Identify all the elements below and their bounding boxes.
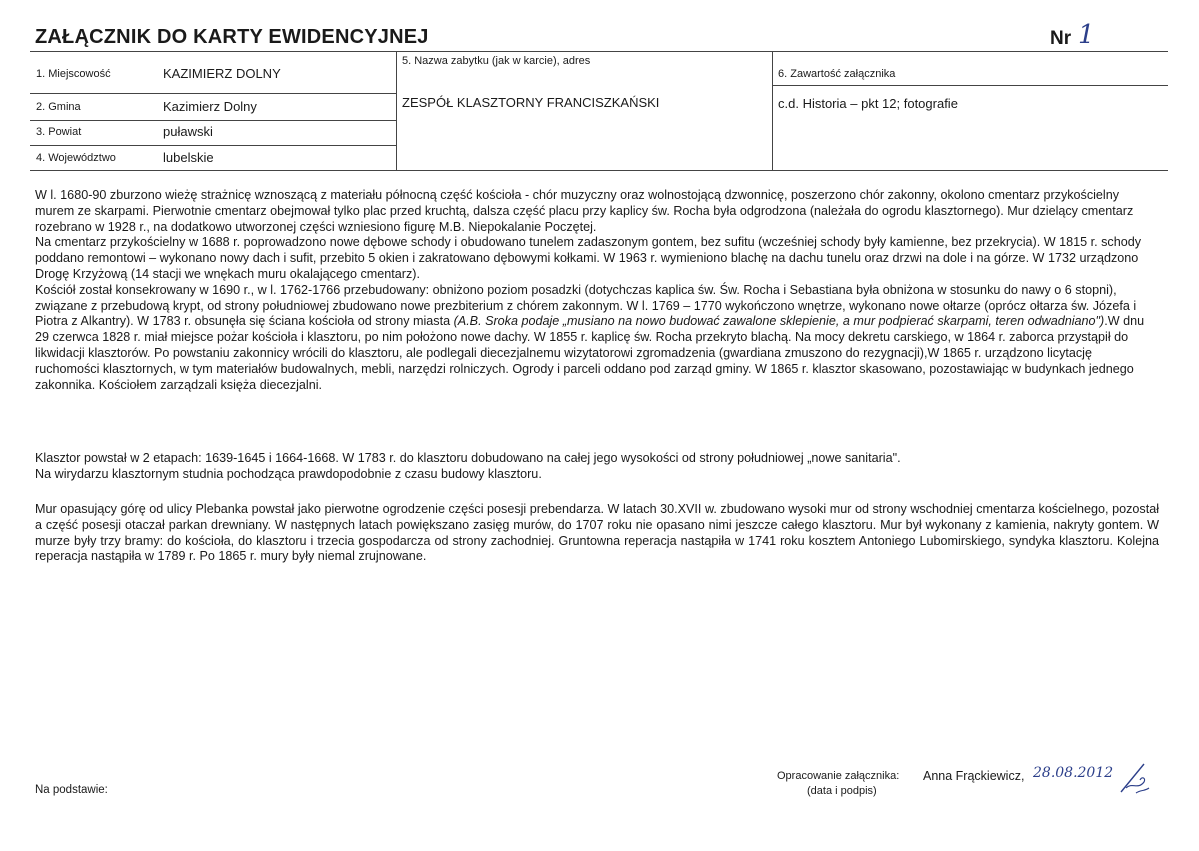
zawartosc-label: 6. Zawartość załącznika [778,68,896,80]
gmina-value: Kazimierz Dolny [163,99,257,114]
paragraph: Mur opasujący górę od ulicy Plebanka powstał jako pierwotne ogrodzenie części posesji prebendarza. W latach 30.XVII w. zbudowano wysoki mur od strony wschodniej cmentarza kościelnego, pozostał a część posesji otaczał parkan drewniany. W następnych latach powiększano zasięg murów, do 1707 roku nie opasano nimi jeszcze całego klasztoru. Mur był wykonany z kamienia, nakryty gontem. W murze były trzy bramy: do kościoła, do klasztoru i trzecia gospodarcza od strony zachodniej. Gruntowna reperacja nastąpiła w 1741 roku kosztem Antoniego Lubomirskiego, syndyka klasztoru. Kolejna reperacja nastąpiła w 1789 r. Po 1865 r. mury były niemal zrujnowane. [35,502,1159,564]
document-title: ZAŁĄCZNIK DO KARTY EWIDENCYJNEJ [35,26,429,48]
powiat-value: puławski [163,124,213,139]
wojewodztwo-value: lubelskie [163,150,214,165]
table-row-divider [772,85,1168,86]
prepared-sub-label: (data i podpis) [807,785,877,797]
zawartosc-value: c.d. Historia – pkt 12; fotografie [778,96,958,111]
number-label: Nr [1050,28,1072,49]
signature-icon [1118,760,1152,796]
table-row-divider [30,120,396,121]
wojewodztwo-label: 4. Województwo [36,152,116,164]
history-section-1 [35,188,1159,393]
author-name: Anna Frąckiewicz, [923,769,1025,783]
paragraph: Na wirydarzu klasztornym studnia pochodząca prawdopodobnie z czasu budowy klasztoru. [35,466,542,481]
text-span: .W dnu 29 czerwca 1828 r. miał miejsce pożar kościoła i klasztoru, po nim położono nowe dachy. W 1855 r. kaplicę św. Rocha przekryto blachą. Na mocy dekretu carskiego, w 1864 r. zaborca przystąpił do likwidacji klasztorów. Po powstaniu zakonnicy wrócili do klasztoru, ale podlegali diecezjalnemu wizytatorowi zgromadzenia (gwardiana zmuszono do rezygnacji),W 1865 r. urządzono licytację ruchomości klasztornych, w tym materiałów budowalnych, mebli, narzędzi rolniczych. Ogrody i parceli oddano pod zarząd gminy. W 1865 r. klasztor skasowano, pozostawiając w budynkach jednego zakonnika. Kościołem zarządzali księża diecezjalni. [35,314,1145,392]
handwritten-date: 28.08.2012 [1033,765,1114,781]
gmina-label: 2. Gmina [36,101,81,113]
miejscowosc-label: 1. Miejscowość [36,68,111,80]
history-section-2 [35,451,1159,483]
table-row-divider [30,145,396,146]
prepared-label: Opracowanie załącznika: [777,770,900,782]
number-value: 1 [1078,20,1095,50]
paragraph: Klasztor powstał w 2 etapach: 1639-1645 i 1664-1668. W 1783 r. do klasztoru dobudowano na całej jego wysokości od strony południowej „nowe sanitaria". [35,451,901,465]
table-row-divider [30,93,396,94]
history-section-3 [35,502,1159,565]
nazwa-value: ZESPÓŁ KLASZTORNY FRANCISZKAŃSKI [402,95,660,110]
basis-label: Na podstawie: [35,784,108,796]
text-span: Kościół został konsekrowany w 1690 r., w l. 1762-1766 przebudowany: obniżono poziom posadzki (dotychczas kaplica św. Św. Rocha i Sebastiana była obniżona w stosunku do nawy o 6 stopni), związane z przebudową krypt, od strony południowej zbudowano nowe prezbiterium z chórem zakonnym. W l. 1769 – 1770 wykończono wnętrze, wykonano nowe ołtarze (oprócz ołtarza św. Józefa i Piotra z Alkantry). W 1783 r. obsunęła się ściana kościoła od strony miasta [35,282,1137,329]
powiat-label: 3. Powiat [36,126,82,138]
miejscowosc-value: KAZIMIERZ DOLNY [163,66,281,81]
paragraph [35,283,1159,394]
table-divider [772,52,773,170]
header-table [30,51,1168,171]
nazwa-label: 5. Nazwa zabytku (jak w karcie), adres [402,55,591,67]
table-divider [396,52,397,170]
paragraph: W l. 1680-90 zburzono wieżę strażnicę wznoszącą z materiału północną część kościoła - chór muzyczny oraz wolnostojącą dzwonnicę, poszerzono chór zakonny, okolono cmentarz przykościelny murem ze skarpami. Pierwotnie cmentarz obejmował tylko plac przed kruchtą, dalsza część placu przy kaplicy św. Rocha była odgrodzona (należała do ogrodu klasztornego). Mur dzielący cmentarz rozebrano w 1928 r., na dodatkowo utworzonej części wzniesiono figurę M.B. Niepokalanie Poczętej. [35,188,1134,234]
paragraph: Na cmentarz przykościelny w 1688 r. poprowadzono nowe dębowe schody i obudowano tunelem zadaszonym gontem, bez sufitu (wcześniej schody były kamienne, bez przekrycia). W 1815 r. schody poddano remontowi – wykonano nowy dach i sufit, przebito 5 okien i zakratowano dębowymi kołkami. W 1963 r. wymieniono blachę na dachu tunelu oraz drzwi na dole i na górze. W 1732 urządzono Drogę Krzyżową (14 stacji we wnękach muru okalającego cmentarz). [35,235,1142,281]
quote-span: (A.B. Sroka podaje „musiano na nowo budować zawalone sklepienie, a mur podpierać skarpami, teren odwadniano") [453,314,1105,329]
